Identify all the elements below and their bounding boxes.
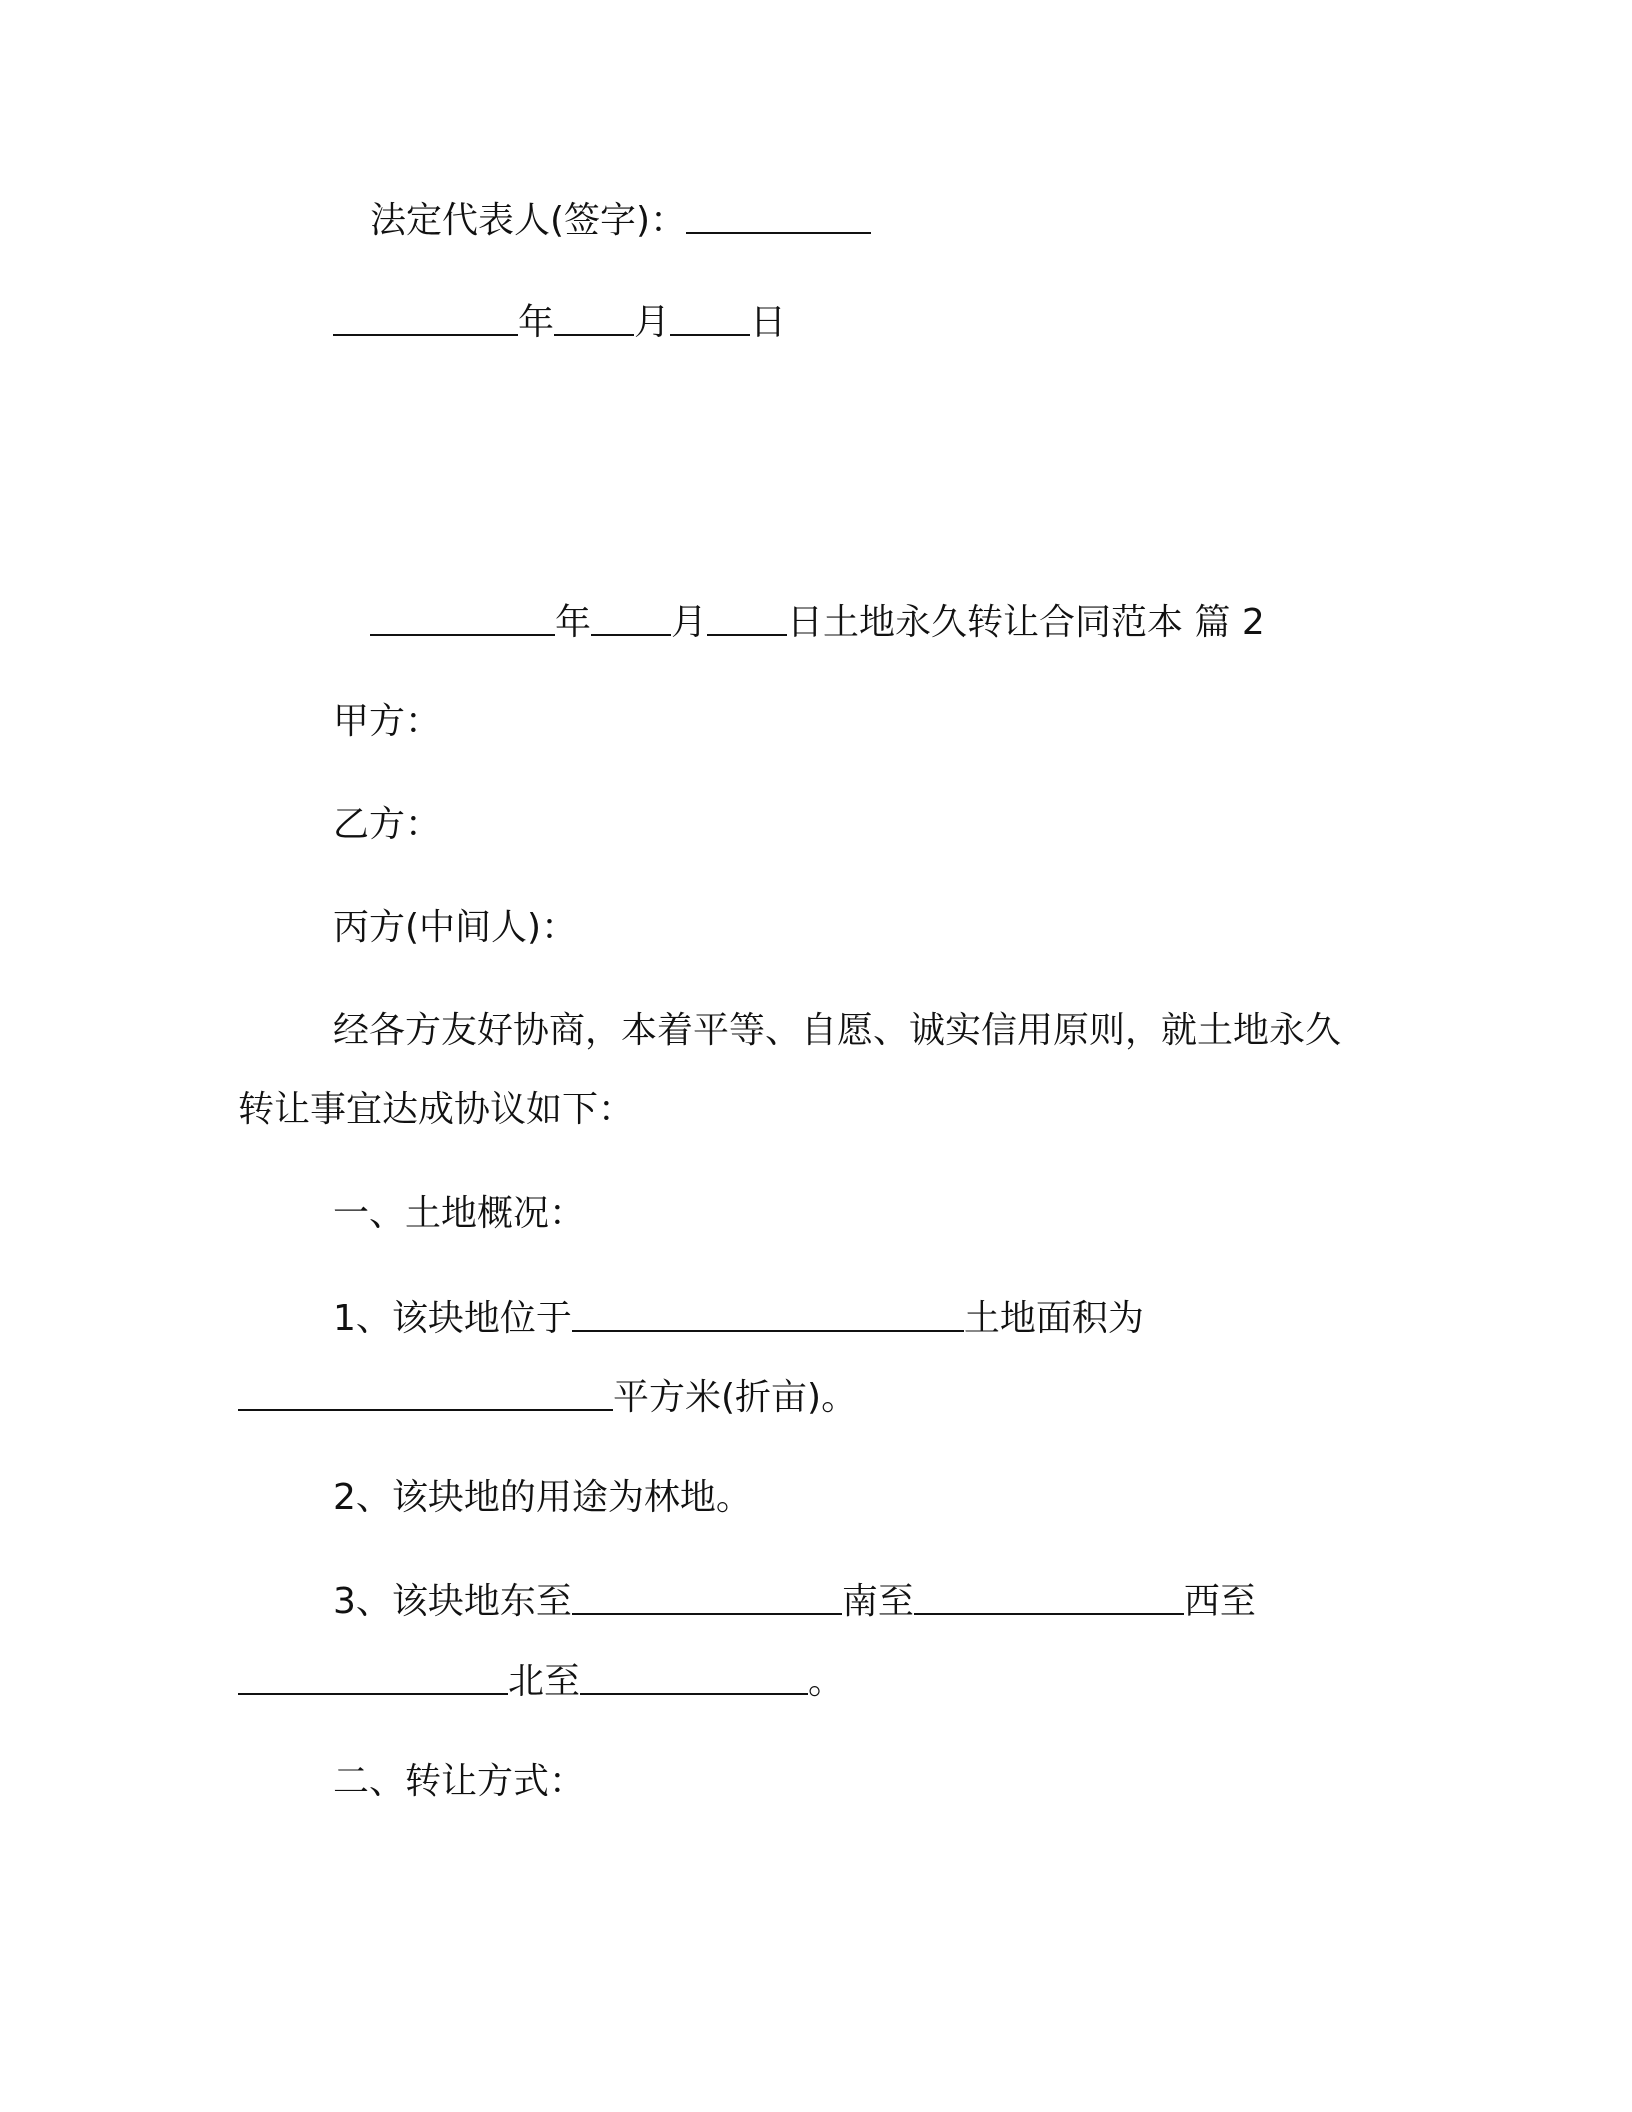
- item-1-suffix: 平方米(折亩)。: [613, 1377, 858, 1418]
- heading-2-text: 二、转让方式：: [333, 1761, 586, 1802]
- south-label: 南至: [841, 1581, 914, 1622]
- legal-rep-label: 法定代表人(签字)：: [370, 200, 687, 241]
- location-blank: [572, 1296, 964, 1332]
- title-month-label: 月: [671, 602, 708, 643]
- heading-transfer-method: [333, 1760, 585, 1804]
- month-label: 月: [634, 302, 671, 343]
- title-year-label: 年: [555, 602, 592, 643]
- item-3-line-2: [238, 1657, 844, 1704]
- east-blank: [572, 1579, 842, 1615]
- item-1-line-2: [238, 1373, 857, 1420]
- intro-text-2: 转让事宜达成协议如下：: [238, 1089, 635, 1130]
- item-3-prefix: 3、该块地东至: [333, 1581, 572, 1622]
- heading-land-overview: [333, 1192, 585, 1236]
- area-blank: [238, 1375, 613, 1411]
- party-b-line: [333, 803, 441, 847]
- item-2-line: [333, 1476, 752, 1520]
- south-blank: [914, 1579, 1184, 1615]
- party-c-line: [333, 906, 577, 950]
- west-blank: [238, 1659, 508, 1695]
- heading-1-text: 一、土地概况：: [333, 1193, 586, 1234]
- west-label: 西至: [1183, 1581, 1256, 1622]
- day-blank: [670, 300, 750, 336]
- title-month-blank: [591, 600, 671, 636]
- year-label: 年: [518, 302, 555, 343]
- party-b-label: 乙方：: [333, 804, 442, 845]
- item-1-line-1: [333, 1294, 1144, 1341]
- title-text: 日土地永久转让合同范本 篇 2: [787, 602, 1265, 643]
- day-label: 日: [750, 302, 787, 343]
- intro-paragraph-line-1: [333, 1009, 1341, 1053]
- item-3-line-1: [333, 1577, 1256, 1624]
- item-1-prefix: 1、该块地位于: [333, 1298, 572, 1339]
- north-blank: [580, 1659, 808, 1695]
- legal-rep-signature-line: [370, 196, 871, 243]
- title-year-blank: [370, 600, 555, 636]
- intro-paragraph-line-2: [238, 1088, 634, 1132]
- contract-title: [370, 598, 1265, 645]
- intro-text-1: 经各方友好协商，本着平等、自愿、诚实信用原则，就土地永久: [333, 1010, 1342, 1051]
- item-2-text: 2、该块地的用途为林地。: [333, 1477, 752, 1518]
- item-3-end: 。: [808, 1661, 845, 1702]
- year-blank: [333, 300, 518, 336]
- date-line: [333, 298, 786, 345]
- month-blank: [554, 300, 634, 336]
- item-1-mid: 土地面积为: [963, 1298, 1144, 1339]
- signature-blank: [686, 198, 871, 234]
- north-label: 北至: [508, 1661, 581, 1702]
- party-a-label: 甲方：: [333, 701, 442, 742]
- party-a-line: [333, 700, 441, 744]
- title-day-blank: [707, 600, 787, 636]
- party-c-label: 丙方(中间人)：: [333, 907, 578, 948]
